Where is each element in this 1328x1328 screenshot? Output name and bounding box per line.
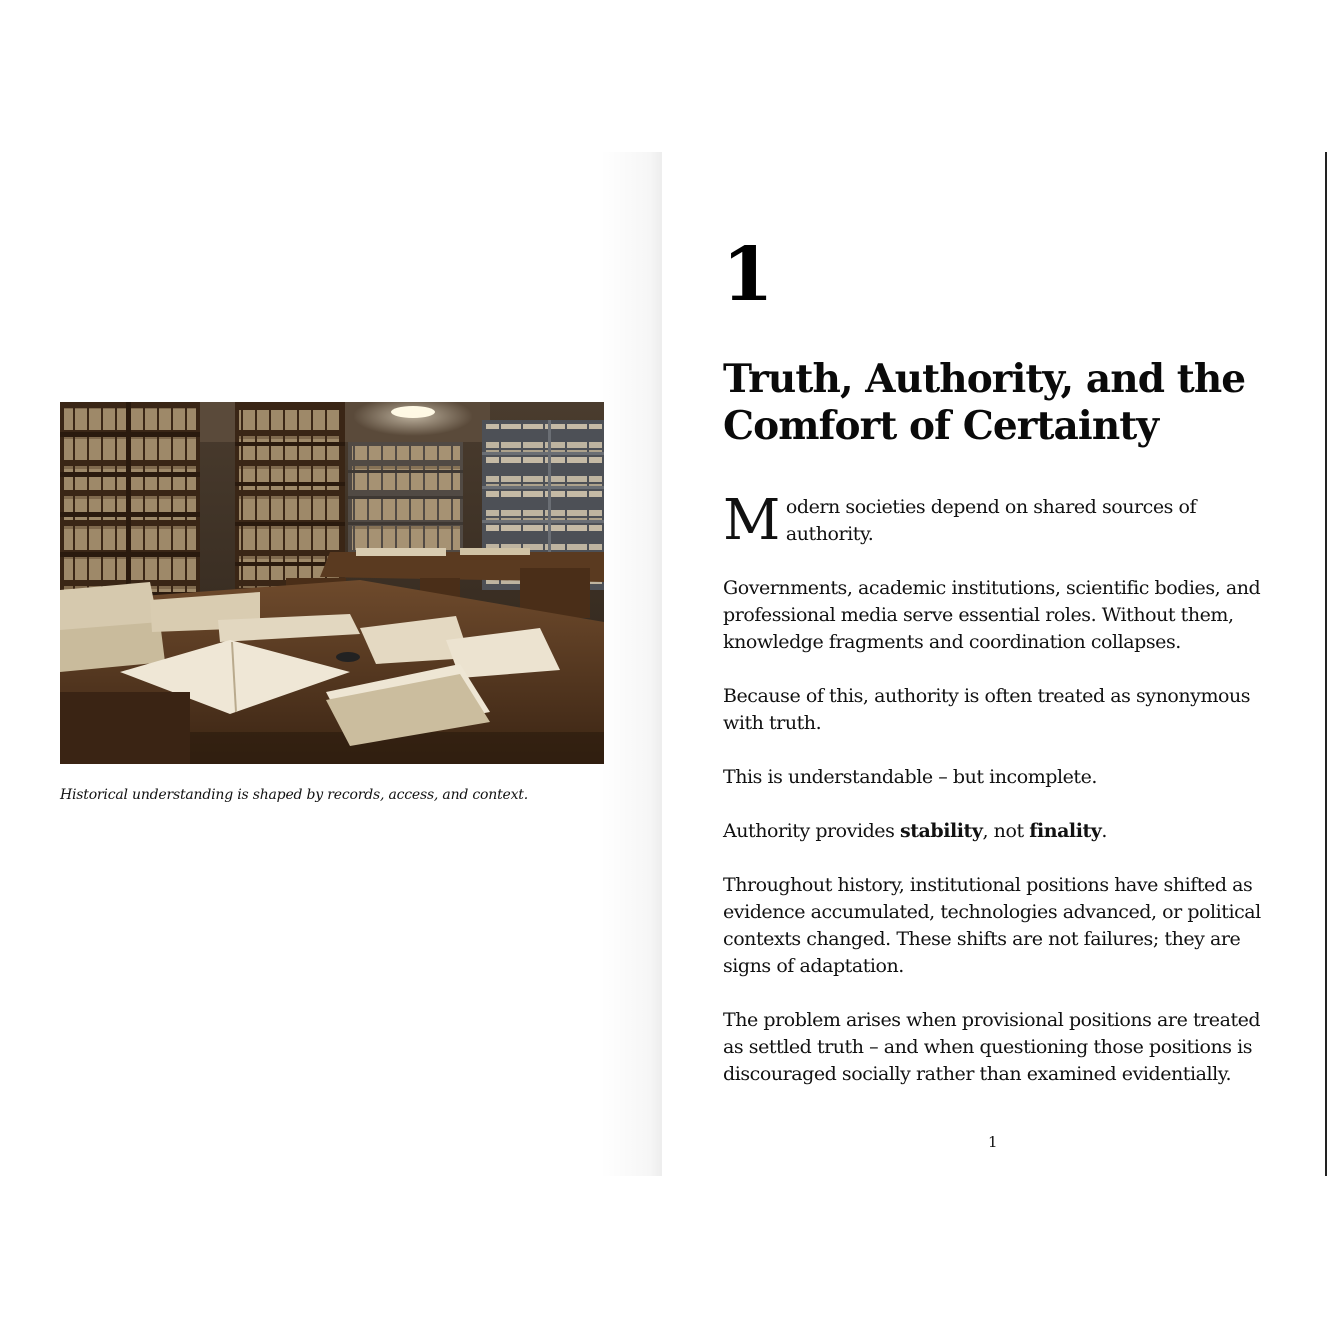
paragraph: Because of this, authority is often treated as synonymous with truth. <box>723 685 1251 734</box>
page-number: 1 <box>988 1133 998 1151</box>
text-run: , not <box>982 820 1030 842</box>
text-run: . <box>1101 820 1107 842</box>
bold-stability: stability <box>899 820 983 842</box>
gutter-shadow <box>600 152 662 1176</box>
chapter-body <box>723 494 1268 1115</box>
paragraph: Throughout history, institutional positions have shifted as evidence accumulated, technologies advanced, or political contexts changed. These shifts are not failures; they are signs of adaptation. <box>723 874 1261 977</box>
stability-paragraph <box>723 818 1268 845</box>
paragraph: The problem arises when provisional positions are treated as settled truth – and when questioning those positions is discouraged socially rather than examined evidentially. <box>723 1009 1261 1085</box>
first-paragraph-text: odern societies depend on shared sources of authority. <box>785 496 1197 545</box>
chapter-number: 1 <box>722 232 774 318</box>
figure-caption: Historical understanding is shaped by records, access, and context. <box>60 787 528 803</box>
text-run: Authority provides <box>723 820 900 842</box>
paragraph: This is understandable – but incomplete. <box>723 766 1097 788</box>
bold-finality: finality <box>1029 820 1102 842</box>
page-edge <box>1325 152 1327 1176</box>
first-paragraph <box>723 494 1268 548</box>
drop-cap: M <box>723 494 780 548</box>
archive-room-photo <box>60 402 604 764</box>
paragraph: Governments, academic institutions, scientific bodies, and professional media serve essential roles. Without them, knowledge fragments and coordination collapses. <box>723 577 1261 653</box>
chapter-title: Truth, Authority, and the Comfort of Certainty <box>723 356 1246 449</box>
